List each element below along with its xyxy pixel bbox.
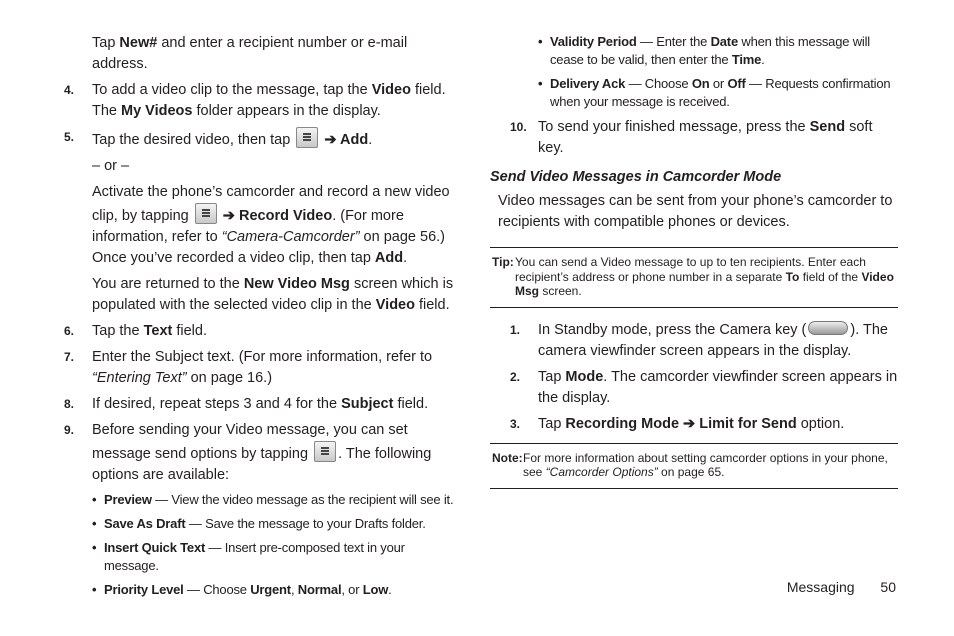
activate-camcorder-text: Activate the phone’s camcorder and record a new video clip, by tapping ➔ Record Video. (For more information, refer to “Camera-Camcorder” on page 56.) Once you’ve recorded a video clip, then tap Add.: [92, 184, 450, 266]
camcorder-step-1: 1. In Standby mode, press the Camera key ( ). The camera viewfinder screen appears in the display.: [510, 321, 888, 359]
right-column: [490, 33, 898, 489]
step-number: 2.: [510, 369, 521, 384]
option-priority-level: • Priority Level — Choose Urgent, Normal, or Low.: [92, 582, 392, 597]
option-preview: • Preview — View the video message as the recipient will see it.: [92, 492, 454, 507]
step-number: 10.: [510, 120, 527, 134]
option-delivery-ack: • Delivery Ack — Choose On or Off — Requests confirmation when your message is received.: [538, 76, 891, 109]
step-number: 6.: [64, 324, 75, 338]
step-number: 1.: [510, 322, 521, 337]
camcorder-step-2: 2. Tap Mode. The camcorder viewfinder screen appears in the display.: [510, 368, 898, 406]
section-intro: Video messages can be sent from your phone’s camcorder to recipients with compatible phones or devices.: [498, 193, 893, 230]
step-7: 7. Enter the Subject text. (For more information, refer to “Entering Text” on page 16.): [64, 349, 433, 386]
footer-section: Messaging: [786, 579, 855, 595]
section-heading: Send Video Messages in Camcorder Mode: [490, 169, 782, 185]
intro-text: Tap New# and enter a recipient number or e-mail address.: [92, 35, 408, 72]
step-10: 10. To send your finished message, press the Send soft key.: [510, 119, 873, 156]
note-text: For more information about setting camcorder options in your phone, see “Camcorder Options” on page 65.: [523, 450, 888, 479]
camera-key-icon: [808, 321, 848, 335]
tip-label: Tip:: [492, 255, 514, 269]
menu-icon: [195, 203, 217, 224]
returned-text: You are returned to the New Video Msg screen which is populated with the selected video clip in the Video field.: [92, 276, 454, 313]
option-validity-period: • Validity Period — Enter the Date when this message will cease to be valid, then enter the Time.: [538, 34, 870, 67]
left-column: [60, 33, 460, 605]
step-number: 3.: [510, 416, 521, 431]
option-save-as-draft: • Save As Draft — Save the message to your Drafts folder.: [92, 516, 426, 531]
menu-icon: [314, 441, 336, 462]
step-6: 6. Tap the Text field.: [60, 321, 460, 342]
page-footer: [787, 579, 896, 595]
step-4: 4. To add a video clip to the message, tap the Video field. The My Videos folder appears in the display.: [64, 82, 446, 119]
note-label: Note:: [492, 450, 523, 465]
page-number: 50: [880, 579, 896, 595]
menu-icon: [296, 127, 318, 148]
tip-box: [490, 247, 898, 308]
camcorder-step-3: 3. Tap Recording Mode ➔ Limit for Send option.: [490, 414, 898, 435]
step-number: 8.: [64, 397, 75, 411]
option-insert-quick-text: • Insert Quick Text — Insert pre-composed text in your message.: [92, 540, 405, 573]
or-separator: – or –: [92, 158, 130, 174]
step-5: 5. Tap the desired video, then tap ➔ Add.: [60, 127, 460, 151]
tip-text: You can send a Video message to up to ten recipients. Enter each recipient’s address or phone number in a separate To field of the Video Msg screen.: [515, 255, 894, 298]
step-number: 5.: [64, 130, 75, 144]
note-box: [490, 443, 898, 489]
step-number: 9.: [64, 423, 75, 437]
step-number: 7.: [64, 350, 75, 364]
step-9: 9. Before sending your Video message, you can set message send options by tapping . The following options are available:: [64, 422, 432, 483]
step-8: 8. If desired, repeat steps 3 and 4 for the Subject field.: [60, 394, 460, 415]
step-number: 4.: [64, 83, 75, 97]
